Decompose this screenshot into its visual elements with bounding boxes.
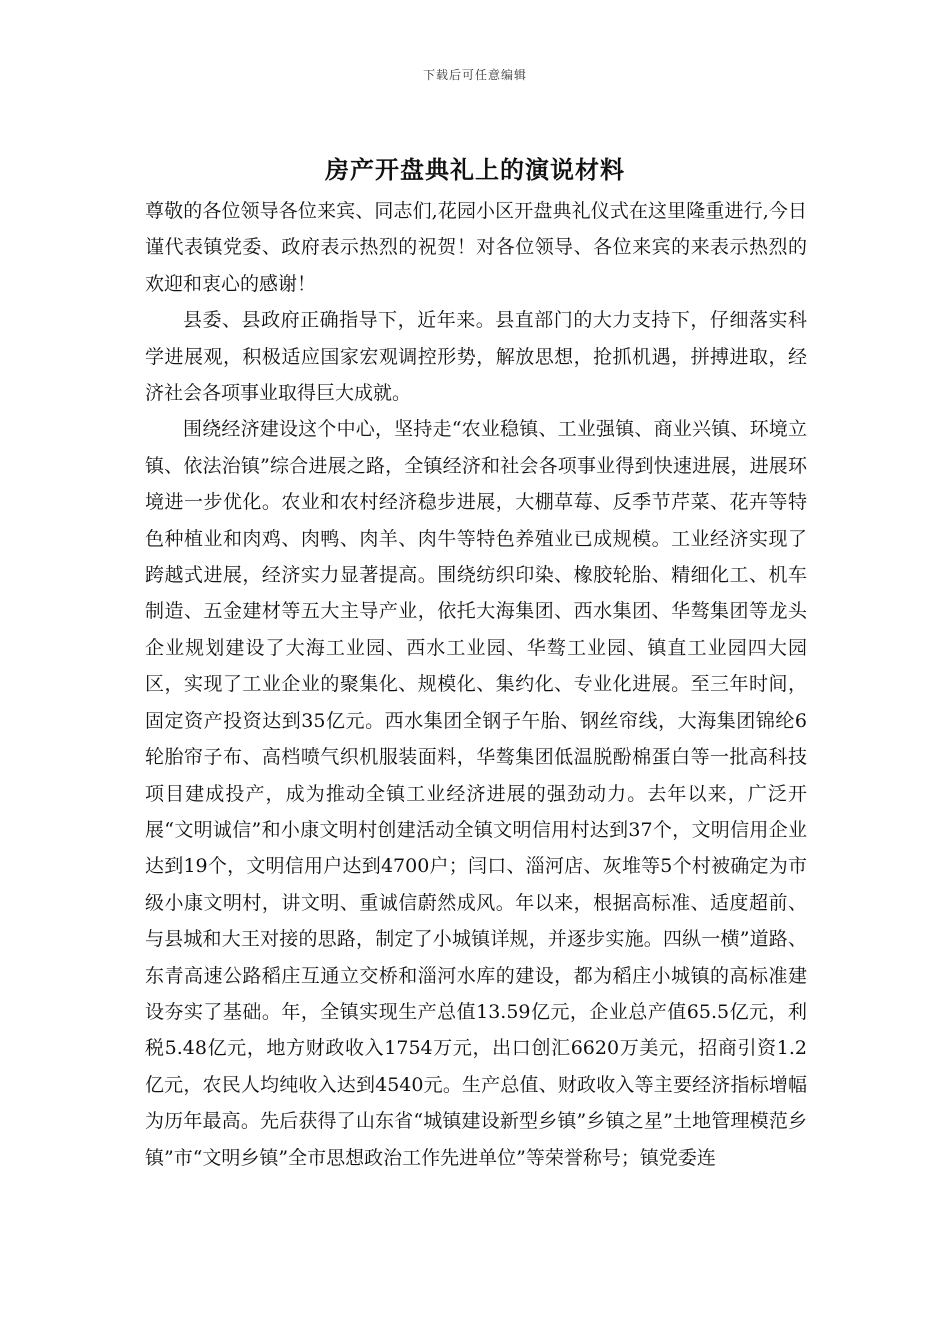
paragraph-greeting: 尊敬的各位领导各位来宾、同志们,花园小区开盘典礼仪式在这里隆重进行,今日谨代表镇党委、政府表示热烈的祝贺！对各位领导、各位来宾的来表示热烈的欢迎和衷心的感谢！	[145, 200, 807, 295]
header-note: 下载后可任意编辑	[422, 68, 527, 82]
paragraph-achievements: 县委、县政府正确指导下，近年来。县直部门的大力支持下，仔细落实科学进展观，积极适应国家宏观调控形势，解放思想，抢抓机遇，拼搏进取，经济社会各项事业取得巨大成就。	[145, 309, 807, 405]
paragraph-economy: 围绕经济建设这个中心，坚持走“农业稳镇、工业强镇、商业兴镇、环境立镇、依法治镇”综合进展之路，全镇经济和社会各项事业得到快速进展，进展环境进一步优化。农业和农村经济稳步进展，大棚草莓、反季节芹菜、花卉等特色种植业和肉鸡、肉鸭、肉羊、肉牛等特色养殖业已成规模。工业经济实现了跨越式进展，经济实力显著提高。围绕纺织印染、橡胶轮胎、精细化工、机车制造、五金建材等五大主导产业，依托大海集团、西水集团、华骜集团等龙头企业规划建设了大海工业园、西水工业园、华骜工业园、镇直工业园四大园区，实现了工业企业的聚集化、规模化、集约化、专业化进展。至三年时间，固定资产投资达到35亿元。西水集团全钢子午胎、钢丝帘线，大海集团锦纶6轮胎帘子布、高档喷气织机服装面料，华骜集团低温脱酚棉蛋白等一批高科技项目建成投产，成为推动全镇工业经济进展的强劲动力。去年以来，广泛开展“文明诚信”和小康文明村创建活动全镇文明信用村达到37个，文明信用企业达到19个，文明信用户达到4700户；闫口、淄河店、灰堆等5个村被确定为市级小康文明村，讲文明、重诚信蔚然成风。年以来，根据高标准、适度超前、与县城和大王对接的思路，制定了小城镇详规，并逐步实施。四纵一横”道路、东青高速公路稻庄互通立交桥和淄河水库的建设，都为稻庄小城镇的高标准建设夯实了基础。年，全镇实现生产总值13.59亿元，企业总产值65.5亿元，利税5.48亿元，地方财政收入1754万元，出口创汇6620万美元，招商引资1.2亿元，农民人均纯收入达到4540元。生产总值、财政收入等主要经济指标增幅为历年最高。先后获得了山东省“城镇建设新型乡镇”乡镇之星”土地管理模范乡镇”市“文明乡镇”全市思想政治工作先进单位”等荣誉称号；镇党委连	[145, 418, 807, 1169]
document-body	[145, 193, 807, 1176]
document-title: 房产开盘典礼上的演说材料	[325, 155, 625, 184]
